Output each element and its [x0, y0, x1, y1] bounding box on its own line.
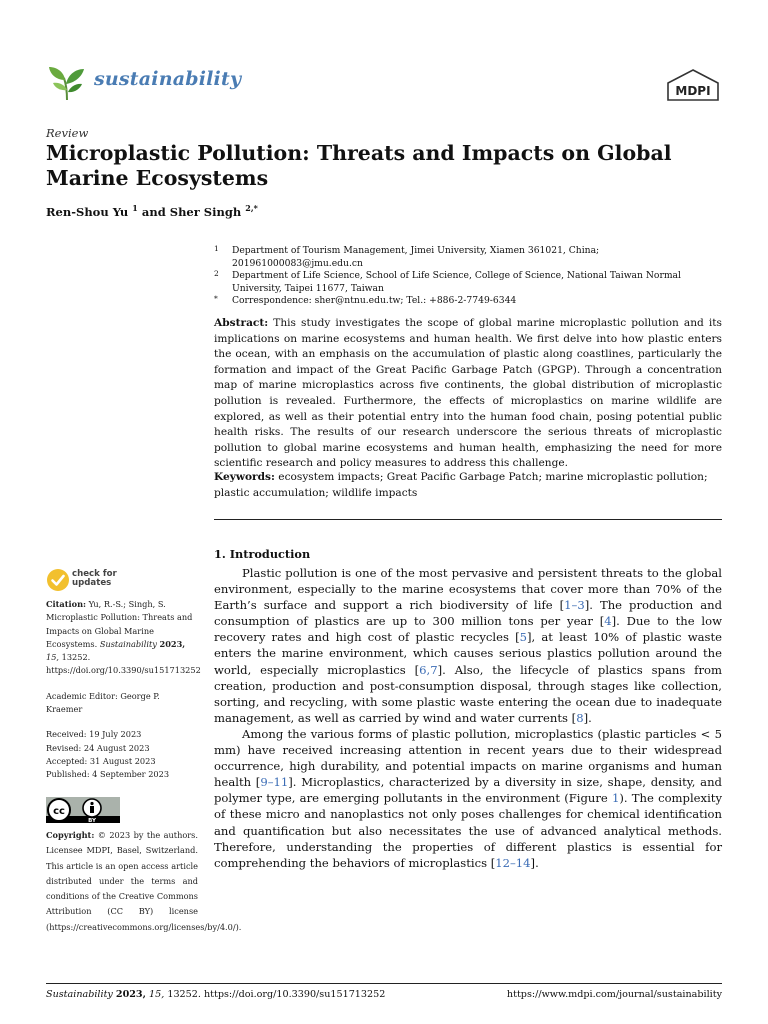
copyright-label: Copyright:: [46, 830, 95, 840]
reference-link[interactable]: 9–11: [260, 775, 289, 790]
article-type: Review: [46, 126, 89, 140]
check-updates-label: [72, 570, 117, 588]
body-text: Among the various forms of plastic pollution, microplastics (plastic particles < 5 mm) have received increasing attention in recent years due to their widespread occurrence, high durability, and potential impacts on marine organisms and human health [: [214, 726, 722, 790]
revised-date: Revised: 24 August 2023: [46, 742, 150, 753]
body-text: Plastic pollution is one of the most pervasive and persistent threats to the global environment, especially to the marine ecosystems that cover more than 70% of the Earth’s surface and support a rich biodiversity of life [: [214, 566, 722, 613]
correspondence-text: Correspondence: sher@ntnu.edu.tw; Tel.: +886-2-7749-6344: [232, 295, 517, 306]
affiliation-text: Department of Life Science, School of Life Science, College of Science, National Taiwan Normal University, Taipei 11677, Taiwan: [232, 270, 681, 294]
footer-journal: Sustainability: [46, 989, 113, 1000]
intro-paragraph-2: [214, 726, 722, 871]
body-text: ). The complexity of these micro and nanoplastics not only poses challenges for chemical identification and quantification but also necessitates the use of advanced analytical methods. Therefore, understanding the properties of different plastics is essential for comprehending the behaviors of microplastics [: [214, 791, 722, 870]
intro-body: [214, 565, 722, 871]
author-affiliation-mark: 1: [132, 203, 138, 213]
reference-link[interactable]: 1–3: [564, 598, 585, 613]
mdpi-logo-icon: [666, 69, 720, 101]
body-text: ]. Due to the low recovery rates and high cost of plastic recycles [: [214, 614, 722, 645]
check-updates-line: updates: [72, 578, 112, 588]
body-text: ]. The production and consumption of plastics are up to 300 million tons per year [: [214, 598, 723, 629]
footer-doi[interactable]: 13252. https://doi.org/10.3390/su151713252: [167, 989, 386, 1000]
copyright-notice: [46, 828, 242, 935]
article-info-sidebar: [46, 598, 201, 782]
keywords-label: Keywords:: [214, 471, 275, 483]
section-heading: 1. Introduction: [214, 547, 311, 561]
footer-journal-url[interactable]: https://www.mdpi.com/journal/sustainability: [506, 989, 722, 1000]
affiliation-item: [214, 245, 724, 270]
footer-citation: [46, 989, 385, 1000]
keywords-text: ecosystem impacts; Great Pacific Garbage Patch; marine microplastic pollution; plastic accumulation; wildlife impacts: [214, 471, 708, 499]
copyright-text: © 2023 by the authors. Licensee MDPI, Basel, Switzerland. This article is an open access article distributed under the terms and conditions of the Creative Commons Attribution (CC BY) license (https://creativecommons.org/licenses/by/4.0/).: [46, 830, 242, 932]
citation-year: 2023,: [159, 638, 186, 649]
published-date: Published: 4 September 2023: [46, 769, 170, 780]
abstract: [214, 316, 722, 472]
cc-by-label: BY: [88, 818, 96, 823]
reference-link[interactable]: 6,7: [419, 662, 438, 677]
author-name[interactable]: Sher Singh: [169, 204, 242, 219]
keywords: [214, 470, 722, 501]
check-updates-icon: [46, 568, 70, 592]
affiliations: [214, 245, 724, 308]
body-text: ], at least 10% of plastic waste enters the marine environment, which causes serious plastics pollution around the world, especially microplastics [: [214, 630, 722, 677]
citation-block: [46, 598, 201, 678]
affiliation-item: [214, 295, 724, 308]
check-updates-line: check for: [72, 569, 117, 579]
journal-name: sustainability: [94, 68, 242, 90]
reference-link[interactable]: 8: [576, 710, 584, 725]
author-name[interactable]: Ren-Shou Yu: [46, 204, 129, 219]
article-title: Microplastic Pollution: Threats and Impacts on Global Marine Ecosystems: [46, 141, 672, 190]
affiliation-number: *: [214, 294, 218, 303]
affiliation-text: Department of Tourism Management, Jimei University, Xiamen 361021, China; 201961000083@jmu.edu.cn: [232, 245, 600, 269]
body-text: ].: [583, 710, 592, 725]
citation-journal: Sustainability: [99, 638, 157, 649]
abstract-label: Abstract:: [214, 317, 269, 329]
body-text: ]. Microplastics, characterized by a diversity in size, shape, density, and polymer type, are emerging pollutants in the environment (Figure: [214, 775, 722, 806]
author-conjunction: and: [141, 204, 166, 219]
citation-volume: 15,: [46, 652, 60, 663]
citation-label: Citation:: [46, 599, 87, 609]
footer-year: 2023,: [115, 989, 146, 1000]
footer-divider: [46, 983, 722, 984]
citation-doi[interactable]: 13252. https://doi.org/10.3390/su151713252: [46, 652, 201, 676]
reference-link[interactable]: 12–14: [495, 855, 531, 870]
check-for-updates-button[interactable]: [46, 568, 136, 594]
body-text: ].: [530, 855, 539, 870]
affiliation-number: 1: [214, 244, 219, 253]
reference-link[interactable]: 4: [604, 614, 612, 629]
author-list: [46, 203, 258, 219]
affiliation-number: 2: [214, 269, 219, 278]
journal-leaf-logo-icon: [46, 62, 88, 102]
section-divider: [214, 519, 722, 520]
cc-by-license-icon[interactable]: [46, 797, 120, 823]
svg-text:cc: cc: [53, 806, 65, 817]
body-text: ]. Also, the lifecycle of plastics spans from creation, production and post-consumption disposal, through stages like collection, sorting, and recycling, with some plastic waste entering the ocean due to inadequate management, as well as carried by wind and water currents [: [214, 662, 722, 725]
affiliation-item: [214, 270, 724, 295]
footer-volume: 15,: [149, 989, 165, 1000]
figure-link[interactable]: 1: [611, 791, 620, 806]
publisher-name: MDPI: [675, 84, 711, 98]
author-affiliation-mark: 2,*: [245, 203, 258, 213]
intro-paragraph-1: [214, 565, 722, 726]
academic-editor: Academic Editor: George P. Kraemer: [46, 690, 160, 715]
citation-text: Yu, R.-S.; Singh, S. Microplastic Pollution: Threats and Impacts on Global Marine Ecosystems.: [46, 599, 193, 649]
accepted-date: Accepted: 31 August 2023: [46, 755, 156, 766]
abstract-text: This study investigates the scope of global marine microplastic pollution and its implications on marine ecosystems and human health. We first delve into how plastic enters the ocean, with an emphasis on the accumulation of plastic along coastlines, particularly the formation and impact of the Great Pacific Garbage Patch (GPGP). Through a concentration map of marine microplastics across five continents, the global distribution of microplastic pollution is revealed. Furthermore, the effects of microplastics on marine wildlife are explored, as well as their potential entry into the human food chain, posing potential public health risks. The results of our research underscore the serious threats of microplastic pollution to global marine ecosystems and human health, emphasizing the need for more scientific research and policy measures to address this challenge.: [214, 317, 722, 470]
reference-link[interactable]: 5: [519, 630, 527, 645]
received-date: Received: 19 July 2023: [46, 729, 142, 740]
